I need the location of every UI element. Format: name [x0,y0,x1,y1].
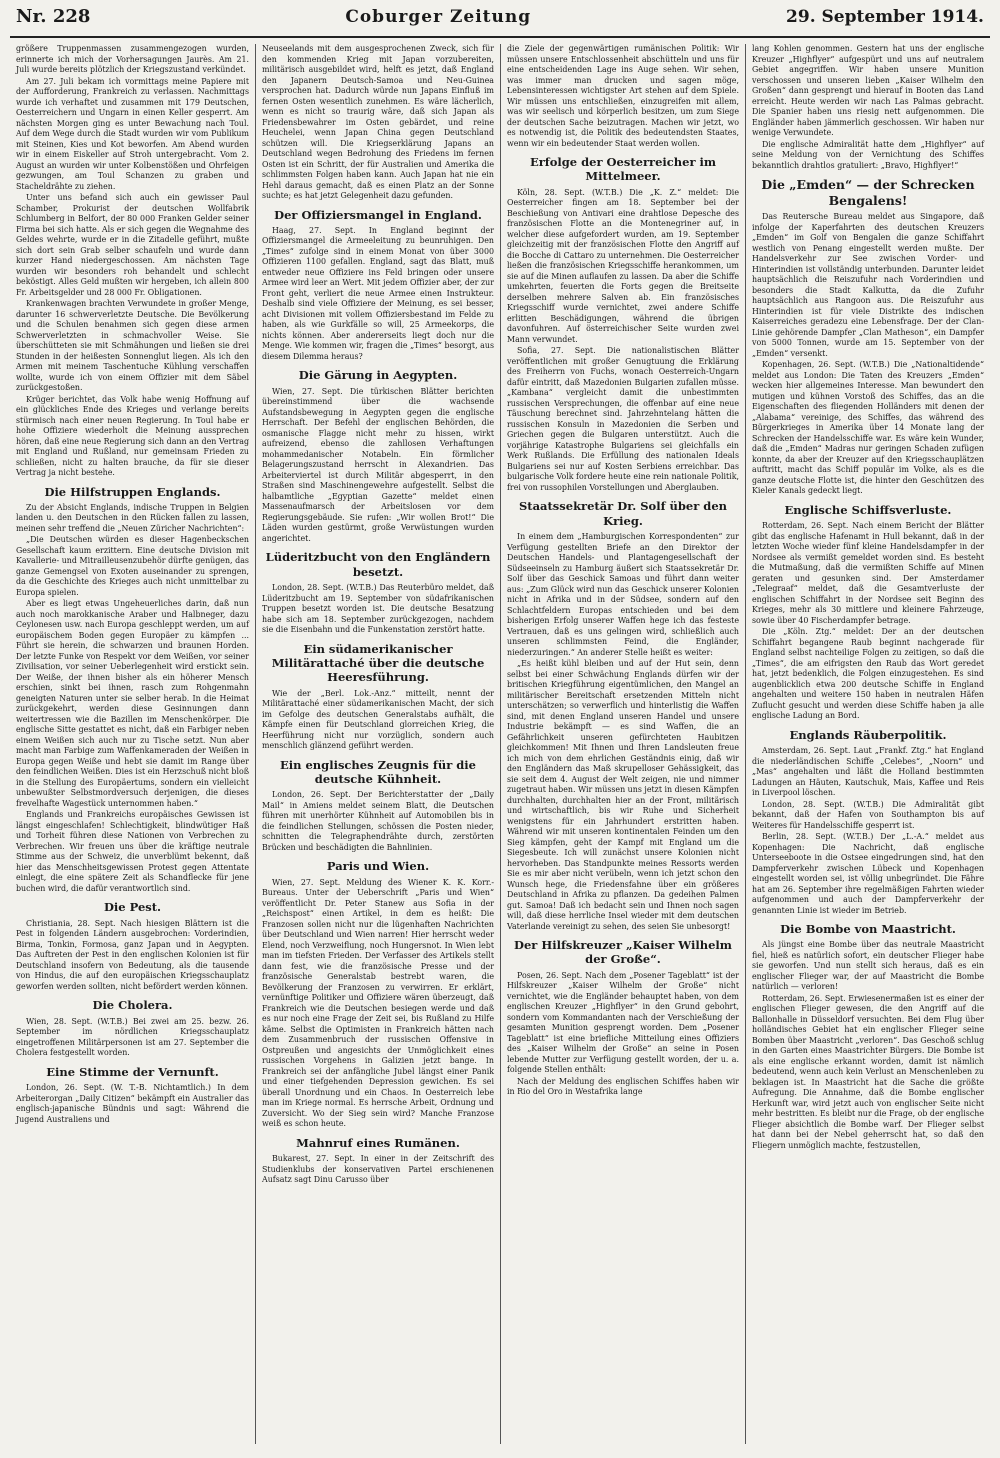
paragraph: größere Truppenmassen zusammengezogen wurden, erinnerte ich mich der Vorhersagungen Jaurès. Am 21. Juli wurde bereits plötzlich der Kriegszustand verkündet. [16,44,249,74]
paragraph: Christiania, 28. Sept. Nach hiesigen Blättern ist die Pest in folgenden Ländern ausgebrochen: Vorderindien, Birma, Tonkin, Formosa, ganz Japan und in Aegypten. Das Auftreten der Pest in den englischen Kolonien ist für Deutschland insofern von Bedeutung, als die tausende von Hindus, die auf den europäischen Kriegsschauplatz geworfen werden sollten, nicht befördert werden können. [16,918,249,991]
article-heading: Erfolge der Oesterreicher im Mittelmeer. [529,155,717,184]
issue-date: 29. September 1914. [786,7,984,27]
article-heading: Der Offiziersmangel in England. [274,207,482,222]
article-heading: Lüderitzbucht von den Engländern besetzt. [265,550,491,579]
paragraph: Amsterdam, 26. Sept. Laut „Frankf. Ztg.“ hat England die niederländischen Schiffe „Celebes“, „Noorn“ und „Mas“ angehalten und läßt die Holland bestimmten Ladungen an Häuten, Kautschuk, Mais, Kaffee und Reis in Liverpool löschen. [752,746,984,797]
article-heading: Die Bombe von Maastricht. [780,922,956,936]
article-heading: Die Pest. [103,900,162,915]
article-heading: Die „Emden“ — der Schrecken Bengalens! [761,177,975,208]
paragraph: Köln, 28. Sept. (W.T.B.) Die „K. Z.“ meldet: Die Oesterreicher fingen am 18. September bei der Beschießung von Antivari eine drahtlose Depesche des französischen Flotte an die Montenegriner auf, in welcher diese aufgefordert wurden, am 19. September gleichzeitig mit der französischen Flotte den Angriff auf die Bocche di Cattaro zu unternehmen. Die Oesterreicher ließen die französischen Kriegsschiffe herankommen, um sie auf die Minen auflaufen zu lassen. Da aber die Schiffe umkehrten, feuerten die Forts gegen die Breitseite derselben mehrere Salven ab. Ein französisches Kriegsschiff wurde vernichtet, zwei andere Schiffe erlitten Beschädigungen, während die übrigen davonfuhren. Auf österreichischer Seite wurden zwei Mann verwundet. [507,187,739,344]
article-heading: Staatssekretär Dr. Solf über den Krieg. [518,499,728,528]
paragraph: Haag, 27. Sept. In England beginnt der Offiziersmangel die Armeeleitung zu beunruhigen. Den „Times“ zufolge sind in einem Monat von über 3000 Offizieren 1100 gefallen. England, sagt das Blatt, muß entweder neue Offiziere ins Feld bringen oder unsere Armee wird leer an Wert. Mit jedem Offizier aber, der zur Front geht, verliert die neue Armee einen Instrukteur. Deshalb sind viele Offiziere der Meinung, es sei besser, acht Divisionen mit vollem Offiziersbestand im Felde zu haben, als wie Gurkfälle so will, 25 Armeekorps, die nichts können. Aber andererseits liegt doch nur die Menge. Wie kommen wir, fragen die „Times“ besorgt, aus diesem Dilemma heraus? [262,225,494,361]
paragraph: Krankenwagen brachten Verwundete in großer Menge, darunter 16 schwerverletzte Deutsche. Die Bevölkerung und die Schulen benahmen sich gegen diese armen Schwerverletzten in schmachvoller Weise. Sie überschütteten sie mit Schmähungen und ließen sie drei Stunden in der heißesten Sonnenglut liegen. Als ich den Armen mit meinem Taschentuche Kühlung verschaffen wollte, wurde ich von einem Offizier mit dem Säbel zurückgestoßen. [16,299,249,392]
paragraph: Nach der Meldung des englischen Schiffes haben wir in Rio del Oro in Westafrika lange [507,1076,739,1097]
paragraph: Englands und Frankreichs europäisches Gewissen ist längst eingeschlafen! Schlechtigkeit, blindwütiger Haß und Torheit führen diese Nationen von Verbrechen zu Verbrechen. Wir freuen uns über die kräftige neutrale Stimme aus der Schweiz, die unverblümt bekennt, daß hier das Menschheitsgewissen Protest gegen Attentate einlegt, die eine spätere Zeit als Schandflecke für jene buchen wird, die dafür verantwortlich sind. [16,810,249,893]
article-heading: Englische Schiffsverluste. [784,502,952,517]
paragraph: Wien, 28. Sept. (W.T.B.) Bei zwei am 25. bezw. 26. September im nördlichen Kriegsschauplatz eingetroffenen Militärpersonen ist am 27. September die Cholera festgestellt worden. [16,1016,249,1058]
article-heading: Ein südamerikanischer Militärattaché über die deutsche Heeresführung. [271,641,485,685]
article-heading: Die Cholera. [92,998,173,1013]
paragraph: Rotterdam, 26. Sept. Erwiesenermaßen ist es einer der englischen Flieger gewesen, die den Angriff auf die Ballonhalle in Düsseldorf versuchten. Bei dem Flug über holländisches Gebiet hat ein englischer Flieger seine Bomben über Maastricht „verloren“. Das Geschoß schlug in den Garten eines Maastrichter Bürgers. Die Bombe ist als eine englische erkannt worden, damit ist nämlich bedeutend, wenn auch kein Verlust an Menschenleben zu beklagen ist. In Maastricht hat die Sache die größte Aufregung. Die Annahme, daß die Bombe englischer Herkunft war, wird jetzt auch von englischer Seite nicht mehr bestritten. Es bleibt nur die Frage, ob der englische Flieger absichtlich die Bombe warf. Der Flieger selbst hat dann bei der Nebel geherrscht hat, so daß den Fliegern unmöglich machte, festzustellen, [752,993,984,1150]
paragraph: Wien, 27. Sept. Die türkischen Blätter berichten übereinstimmend über die wachsende Aufstandsbewegung in Aegypten gegen die englische Herrschaft. Der Befehl der englischen Behörden, die osmanische Flagge nicht mehr zu hissen, wirkt aufreizend, ebenso die zahllosen Verhaftungen mohammedanischer Notabeln. Ein förmlicher Belagerungszustand herrscht in Alexandrien. Das Arbeiterviertel ist durch Militär abgesperrt, in den Straßen sind Maschinengewehre aufgestellt. Selbst die halbamtliche „Egyptian Gazette“ meldet einen Massenaufmarsch der Arbeitslosen vor dem Regierungsgebäude. Sie rufen: „Wir wollen Brot!“ Die Läden wurden gestürmt, große Verwüstungen wurden angerichtet. [262,386,494,543]
paragraph: Berlin, 28. Sept. (W.T.B.) Der „L.-A.“ meldet aus Kopenhagen: Die Nachricht, daß englische Unterseeboote in die Ostsee eingedrungen sind, hat den Dampferverkehr zwischen Lübeck und Kopenhagen eingestellt worden sei, ist völlig unbegründet. Die Fähre hat am 26. September ihre regelmäßigen Fahrten wieder aufgenommen und auch der Dampferverkehr der genannten Linie ist wieder im Betrieb. [752,832,984,915]
article-heading: Paris und Wien. [326,859,430,874]
column-2 [255,44,500,1444]
article-heading: Die Hilfstruppen Englands. [44,484,221,499]
paragraph: Posen, 26. Sept. Nach dem „Posener Tageblatt“ ist der Hilfskreuzer „Kaiser Wilhelm der Große“ nicht vernichtet, wie die Engländer behauptet haben, von dem englischen Kreuzer „Highflyer“ in den Grund gebohrt, sondern vom Kommandanten nach der Verschießung der gesamten Munition gesprengt worden. Dem „Posener Tageblatt“ ist eine briefliche Mitteilung eines Offiziers des „Kaiser Wilhelm der Große“ an seine in Posen lebende Mutter zur Verfügung gestellt worden, der u. a. folgende Stellen enthält: [507,970,739,1075]
column-1 [10,44,255,1444]
paragraph: Krüger berichtet, das Volk habe wenig Hoffnung auf ein glückliches Ende des Krieges und verlange bereits stürmisch nach einer neuen Regierung. In Toul habe er hohe Offiziere wiederholt die Meinung aussprechen hören, daß eine neue Regierung sich dann an den Vertrag mit England und Rußland, nur gemeinsam Frieden zu schließen, nicht zu halten brauche, da für sie dieser Vertrag ja nicht bestehe. [16,394,249,477]
paragraph: Die englische Admiralität hatte dem „Highflyer“ auf seine Meldung von der Vernichtung des Schiffes bekanntlich drahtlos gratuliert: „Bravo, Highflyer!“ [752,139,984,170]
article-heading: Englands Räuberpolitik. [789,727,947,742]
paragraph: Aber es liegt etwas Ungeheuerliches darin, daß nun auch noch marokkanische Araber und Halbneger, dazu Ceylonesen usw. nach Europa geschleppt werden, um auf europäischem Boden gegen Europäer zu kämpfen ... Führt sie herein, die schwarzen und braunen Horden. Der letzte Funke von Respekt vor dem Weißen, vor seiner Zivilisation, vor seiner Ueberlegenheit wird erstickt sein. Der Weiße, der ihnen bisher als ein höherer Mensch erschien, sinkt bei ihnen, rasch zum Rohgenmahn geneigten Naturen unter sie selber herab. In die Heimat zurückgekehrt, werden diese Gesinnungen dann weitertressen wie die Bazillen im Menschenkörper. Die englische Sitte gestattet es nicht, daß ein Farbiger neben einem Weißen sich auch nur zu Tische setzt. Nun aber macht man Farbige zum Waffenkameraden der Weißen in Europa gegen Weiße und hebt sie damit im Range über den feindlichen Weißen. Dies ist ein Herzschuß nicht bloß in die Stellung des Europäertums, sondern ein vielleicht unbewußter Selbstmordversuch derjenigen, die dieses frevelhafte Wagestück unternommen haben.“ [16,599,249,808]
paragraph: Neuseelands mit dem ausgesprochenen Zweck, sich für den kommenden Krieg mit Japan vorzubereiten, militärisch ausgebildet wird, helft es jetzt, daß England den Japanern Deutsch-Samoa und Neu-Guinea versprochen hat. Dadurch würde nun Japans Einfluß im fernen Osten wesentlich zunehmen. Es wäre lächerlich, wenn es nicht so traurig wäre, daß sich Japan als Friedensbewahrer im Osten gebärdet, und reine Heuchelei, wenn Japan China gegen Deutschland schützen will. Die Kriegserklärung Japans an Deutschland wegen Bedrohung des Friedens im fernen Osten ist ein Schritt, der für Australien und Amerika die schlimmsten Folgen haben kann. Auch Japan hat nie ein Hehl daraus gemacht, daß es einen Platz an der Sonne suchte; es hat jetzt Gelegenheit dazu gefunden. [262,44,494,200]
paragraph: Das Reutersche Bureau meldet aus Singapore, daß infolge der Kaperfahrten des deutschen Kreuzers „Emden“ im Golf von Bengalen die ganze Schiffahrt westlich von Penang eingestellt werden mußte. Der Handelsverkehr zur See zwischen Vorder- und Hinterindien ist vollständig unterbunden. Darunter leidet hauptsächlich die Reiszufuhr nach Vorderindien und besonders die Stadt Kalkutta, da die Zufuhr hauptsächlich aus Rangoon aus. Die Reiszufuhr aus Hinterindien ist für viele Distrikte des indischen Kaiserreiches geradezu eine Lebensfrage. Der der Clan-Linie gehörende Dampfer „Clan Matheson“, ein Dampfer von 5000 Tonnen, wurde am 15. September von der „Emden“ versenkt. [752,212,984,358]
paragraph: Am 27. Juli bekam ich vormittags meine Papiere mit der Aufforderung, Frankreich zu verlassen. Nachmittags wurde ich verhaftet und zusammen mit 179 Deutschen, Oesterreichern und Ungarn in einen Keller gesperrt. Am nächsten Morgen ging es unter Bewachung nach Toul. Auf dem Wege durch die Stadt wurden wir vom Publikum mit Steinen, Kies und Kot beworfen. Am Abend wurden wir in einem Eiskeller auf Stroh untergebracht. Vom 2. August an wurden wir unter Kolbenstößen und Ohrfeigen gezwungen, am Toul Schanzen zu graben und Stacheldrähte zu ziehen. [16,76,249,191]
paragraph: Wien, 27. Sept. Meldung des Wiener K. K. Korr.-Bureaus. Unter der Ueberschrift „Paris und Wien“ veröffentlicht Dr. Peter Stanew aus Sofia in der „Reichspost“ einen Artikel, in dem es heißt: Die Franzosen sollen nicht nur die lügenhaften Nachrichten über Deutschland und Wien narren! Hier herrscht weder Elend, noch Verzweiflung, noch Hungersnot. In Wien lebt man im tiefsten Frieden. Der Verfasser des Artikels stellt dann fest, wie die französische Presse und der französische Generalstab bestrebt waren, die Bevölkerung der Franzosen zu verwirren. Er erklärt, vernünftige Politiker und Offiziere wären überzeugt, daß Frankreich wie die Deutschen besiegen werde und daß es nur noch eine Frage der Zeit sei, bis Rußland zu Hilfe käme. Selbst die Optimisten in Frankreich hätten nach dem Zusammenbruch der russischen Offensive in Ostpreußen und angesichts der Unmöglichkeit eines russischen Vorgehens in Galizien jetzt bange. In Frankreich sei der anfängliche Jubel längst einer Panik und einer tiefgehenden Depression gewichen. Es sei überall Unordnung und ein Chaos. In Oesterreich lebe man im Kriege normal. Es herrsche Arbeit, Ordnung und Zuversicht. Wo der Sieg sein wird? Manche Franzose weiß es schon heute. [262,877,494,1129]
paragraph: „Es heißt kühl bleiben und auf der Hut sein, denn selbst bei einer Schwächung Englands dürfen wir der britischen Kriegführung eigentümlichen, den Mangel an militärischer Bereitschaft ersetzenden Mitteln nicht unterschätzen; so verwerflich und hinterlistig die Waffen sind, mit denen England unseren Handel und unsere Industrie bekämpft — es sind Waffen, die an Gefährlichkeit unseren gefürchteten Haubitzen gleichkommen! Mit Ihnen und Ihren Landsleuten freue ich mich von dem ehrlichen Geständnis einig, daß wir den Engländern das Maß skrupelloser Gehässigkeit, das sie seit dem 4. August der Welt zeigen, nie und nimmer zugetraut haben. Wir müssen uns jetzt in diesen Kämpfen durchhalten, durchhalten hier an der Front, militärisch und wirtschaftlich, bis wir Ruhe und Sicherheit wenigstens für ein Jahrhundert erstritten haben. Während wir mit unseren kontinentalen Feinden um den Sieg kämpfen, geht der Kampf mit England um die Siegesbeute. Ich will zunächst unsere Kolonien nicht hervorheben. Das Standpunkte meines Ressorts werden Sie es mir aber nicht verübeln, wenn ich jetzt schon den Wunsch hege, die Friedensfahne über ein größeres Deutschland in Afrika zu pflanzen. Da gedeihen Palmen gut. Samoa! Daß ich bedacht sein und Ihnen noch sagen will, daß diese herrliche Insel wieder mit dem deutschen Vaterlande vereinigt zu sehen, des seien Sie unbesorgt! [507,659,739,931]
paragraph: die Ziele der gegenwärtigen rumänischen Politik: Wir müssen unsere Entschlossenheit abschütteln und uns für eine entscheidenden Lage ins Auge sehen. Wir sehen, was immer man drucken und sagen möge, Lebensinteressen wichtigster Art stehen auf dem Spiele. Wir müssen uns entschließen, einzugreifen mit allem, was wir seelisch und körperlich besitzen, um zum Siege der deutschen Sache beizutragen. Machen wir jetzt, wo es notwendig ist, die Politik des bedeutendsten Staates, wenn wir ein bedeutender Staat werden wollen. [507,44,739,148]
paragraph: Sofia, 27. Sept. Die nationalistischen Blätter veröffentlichen mit großer Genugtuung die Erklärung des Freiherrn von Fuchs, wonach Oesterreich-Ungarn dafür eintritt, daß Mazedonien Bulgarien zufallen müsse. „Kambana“ vergleicht damit die unbestimmten russischen Versprechungen, die offenbar auf eine neue Täuschung berechnet sind. Jahrzehntelang hätten die russischen Konsuln in Mazedonien die Serben und Griechen gegen die Bulgaren unterstützt. Auch die vorjährige Katastrophe Bulgariens sei gleichfalls ein Werk Rußlands. Die Erfüllung des nationalen Ideals Bulgariens sei nur auf Kosten Serbiens erreichbar. Das bulgarische Volk fordere heute eine rein nationale Politik, frei von russophilen Vorstellungen und Aberglauben. [507,346,739,492]
paragraph: Als jüngst eine Bombe über das neutrale Maastricht fiel, hieß es natürlich sofort, ein deutscher Flieger habe sie geworfen. Und nun stellt sich heraus, daß es ein englischer Flieger war, der auf Maastricht die Bombe natürlich — verloren! [752,940,984,992]
paragraph: In einem dem „Hamburgischen Korrespondenten“ zur Verfügung gestellten Briefe an den Direktor der Deutschen Handels- und Plantagengesellschaft der Südseeinseln zu Hamburg äußert sich Staatssekretär Dr. Solf über das Geschick Samoas und führt dann weiter aus: „Zum Glück wird nun das Geschick unserer Kolonien nicht in Afrika und in der Südsee, sondern auf den Schlachtfeldern Europas entschieden und bei dem bisherigen Erfolg unserer Waffen hege ich das festeste Vertrauen, daß es uns gelingen wird, schließlich auch unseren schlimmsten Feind, die Engländer, niederzuringen.“ An anderer Stelle heißt es weiter: [507,532,739,657]
newspaper-title: Coburger Zeitung [345,7,532,27]
article-heading: Eine Stimme der Vernunft. [46,1064,219,1079]
paragraph: London, 26. Sept. Der Berichterstatter der „Daily Mail“ in Amiens meldet seinem Blatt, die Deutschen führen mit unerhörter Kühnheit auf Automobilen bis in die feindlichen Stellungen, schössen die Posten nieder, schnitten die Telegraphendrähte durch, zerstörten Brücken und beschädigten die Bahnlinien. [262,790,494,852]
paragraph: Rotterdam, 26. Sept. Nach einem Bericht der Blätter gibt das englische Hafenamt in Hull bekannt, daß in der letzten Woche wieder fünf kleine Handelsdampfer in der Nordsee als vermißt gemeldet worden sind. Es besteht die Mutmaßung, daß die vermißten Schiffe auf Minen geraten und gesunken sind. Der Amsterdamer „Telegraaf“ meldet, daß die Gesamtverluste der englischen Schiffahrt in der Nordsee seit Beginn des Krieges, mehr als 30 mittlere und kleinere Fahrzeuge, sowie über 40 Fischerdampfer betrage. [752,521,984,625]
article-heading: Der Hilfskreuzer „Kaiser Wilhelm der Große“. [514,938,732,967]
paragraph: Bukarest, 27. Sept. In einer in der Zeitschrift des Studienklubs der konservativen Partei erschienenen Aufsatz sagt Dinu Carusso über [262,1154,494,1185]
paragraph: Zu der Absicht Englands, indische Truppen in Belgien landen u. den Deutschen in den Rücken fallen zu lassen, meinen sehr treffend die „Neuen Züricher Nachrichten“: [16,502,249,533]
article-heading: Die Gärung in Aegypten. [298,368,458,383]
paragraph: Die „Köln. Ztg.“ meldet: Der an der deutschen Schiffahrt begangene Raub beginnt nachgerade für England selbst nachteilige Folgen zu zeitigen, so daß die „Times“, die am eifrigsten den Raub das Wort geredet hat, jetzt bedenklich, die Folgen einzugestehen. Es sind augenblicklich etwa 200 deutsche Schiffe in England angehalten und weitere 150 haben in neutralen Häfen Zuflucht gesucht und werden diese Schiffe haben ja alle englische Ladung an Bord. [752,627,984,721]
column-3 [500,44,745,1444]
paragraph: lang Kohlen genommen. Gestern hat uns der englische Kreuzer „Highflyer“ aufgespürt und uns auf neutralem Gebiet angegriffen. Wir haben unsere Munition verschossen und unseren lieben „Kaiser Wilhelm den Großen“ dann gesprengt und hierauf in Booten das Land erreicht. Heute werden wir nach Las Palmas gebracht. Die Spanier haben uns riesig nett aufgenommen. Die Engländer haben jämmerlich geschossen. Wir haben nur wenige Verwundete. [752,44,984,137]
paragraph: London, 28. Sept. (W.T.B.) Das Reuterbüro meldet, daß Lüderitzbucht am 19. September von südafrikanischen Truppen besetzt worden ist. Die deutsche Besatzung habe sich am 18. September zurückgezogen, nachdem sie die Eisenbahn und die Funkenstation zerstört hatte. [262,583,494,634]
masthead [10,6,990,38]
columns [10,44,990,1444]
article-heading: Ein englisches Zeugnis für die deutsche Kühnheit. [279,757,476,786]
paragraph: London, 26. Sept. (W. T.-B. Nichtamtlich.) In dem Arbeiterorgan „Daily Citizen“ bekämpft ein Australier das englisch-japanische Bündnis und sagt: Während die Jugend Australiens und [16,1083,249,1124]
article-heading: Mahnruf eines Rumänen. [296,1135,460,1150]
paragraph: Unter uns befand sich auch ein gewisser Paul Schamber, Prokurist der deutschen Wollfabrik Schlumberg in Belfort, der 80 000 Franken Gelder seiner Firma bei sich hatte. Als er sich gegen die Wegnahme des Geldes wehrte, wurde er in die Zitadelle geführt, mußte sich dort sein Grab selber schaufeln und wurde dann kurzer Hand niedergeschossen. Am nächsten Tage wurden wir besonders roh behandelt und schlecht beköstigt. Alles Geld mußten wir hergeben, ich allein 800 Fr. Arbeitsgelder und 28 000 Fr. Obligationen. [16,193,249,297]
issue-number: Nr. 228 [16,6,91,27]
paragraph: Kopenhagen, 26. Sept. (W.T.B.) Die „Nationaltidende“ meldet aus London: Die Taten des Kreuzers „Emden“ wecken hier allgemeines Interesse. Man bewundert den mutigen und kühnen Vorstoß des Schiffes, das an die Eigenschaften des fliegenden Holländers mit denen der „Alabama“ vereinige, des Schiffes, das während des Bürgerkrieges in Amerika über 14 Monate lang der Schrecken der Handelsschiffe war. Es wäre kein Wunder, daß die „Emden“ Madras nur geringen Schaden zufügen konnte, da aber der Kreuzer auf den Kriegsschauplätzen auftritt, macht das Schiff populär im Volke, als es die ganze deutsche Flotte ist, die hinter den Geschützen des Kieler Kanals gedeckt liegt. [752,360,984,496]
paragraph: London, 28. Sept. (W.T.B.) Die Admiralität gibt bekannt, daß der Hafen von Southampton bis auf Weiteres für Handelsschiffe gesperrt ist. [752,799,984,830]
paragraph: Wie der „Berl. Lok.-Anz.“ mitteilt, nennt der Militärattaché einer südamerikanischen Macht, der sich im Gefolge des deutschen Generalstabs aufhält, die Kämpfe einen für Deutschland glorreichen Krieg, die Heerführung nicht nur vorzüglich, sondern auch menschlich glänzend geführt werden. [262,688,494,751]
paragraph: „Die Deutschen würden es dieser Hagenbeckschen Gesellschaft kaum erzittern. Eine deutsche Division mit Kavallerie- und Mitrailleusenzubehör dürfte genügen, das ganze Gemengsel von Exoten auseinander zu sprengen, da die Geschichte des Krieges auch nicht unmittelbar zu Europa spielen. [16,535,249,597]
column-4 [745,44,990,1444]
